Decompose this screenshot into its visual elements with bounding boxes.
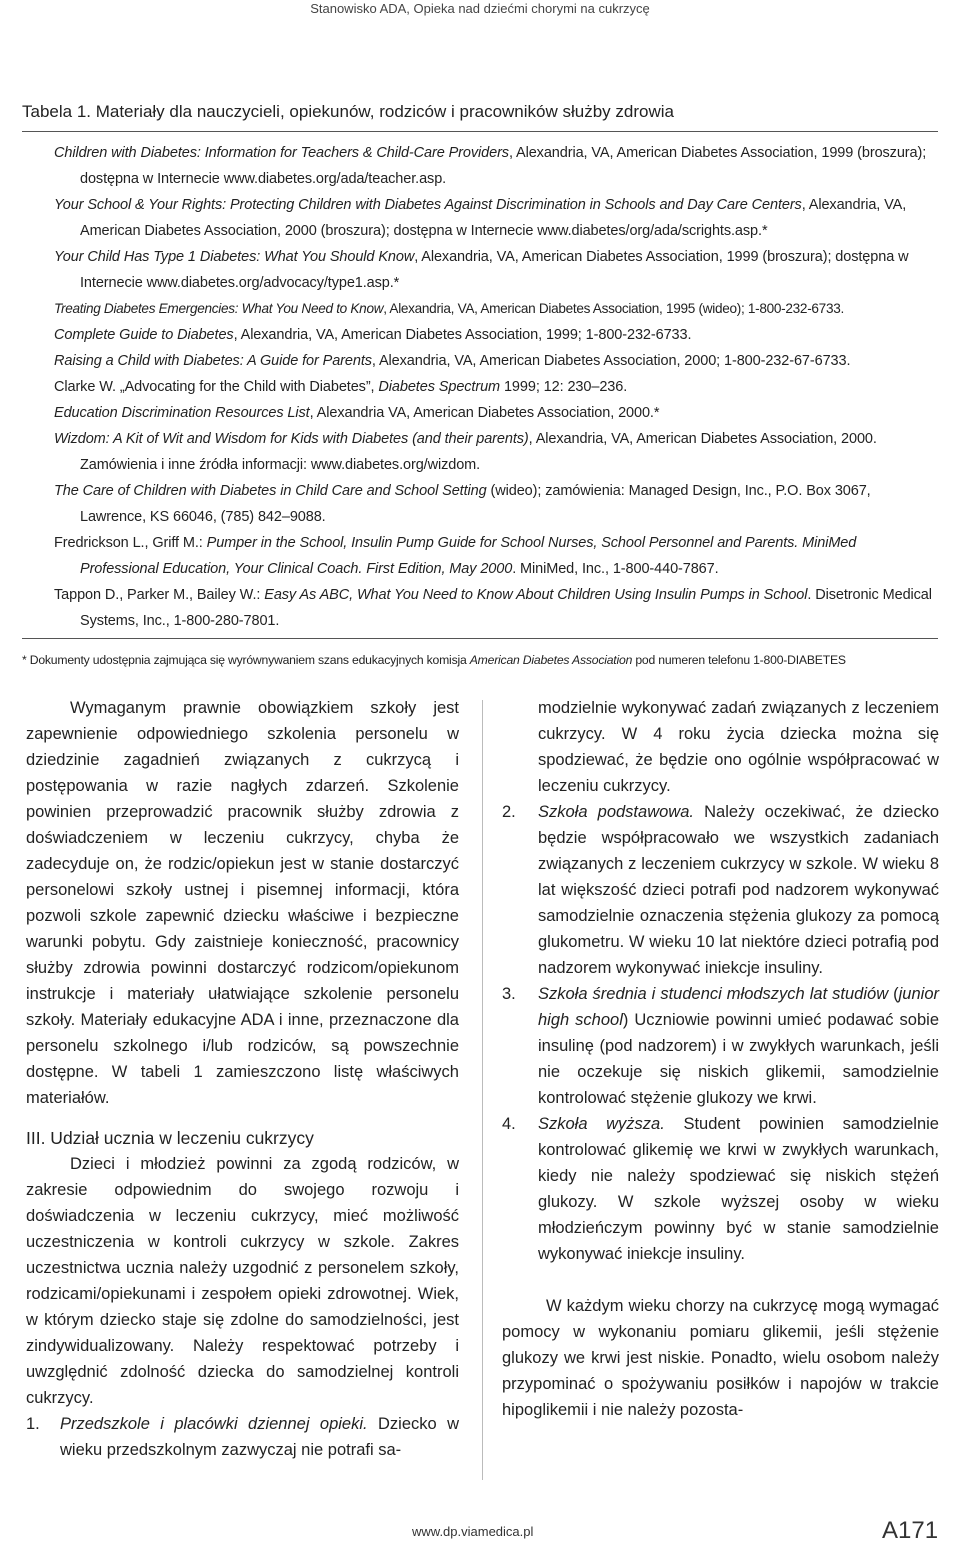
list-item-2 bbox=[502, 799, 939, 981]
running-header: Stanowisko ADA, Opieka nad dziećmi chorymi na cukrzycę bbox=[310, 1, 650, 16]
list-item-subtitle: junior high school bbox=[538, 985, 939, 1029]
table-body bbox=[22, 140, 938, 634]
list-item-text: Dziecko w wieku przedszkolnym zazwyczaj nie potrafi sa- bbox=[60, 1415, 459, 1459]
table-entry-9: Wizdom: A Kit of Wit and Wisdom for Kids with Diabetes (and their parents), Alexandria, VA, American Diabetes Association, 2000. Zamówienia i inne źródła informacji: www.diabetes.org/wizdom. bbox=[54, 431, 877, 473]
table-entry-6: Raising a Child with Diabetes: A Guide for Parents, Alexandria, VA, American Diabetes Association, 2000; 1-800-232-67-6733. bbox=[54, 353, 851, 369]
table-top-rule bbox=[22, 131, 938, 132]
table-entry-11: Fredrickson L., Griff M.: Pumper in the School, Insulin Pump Guide for School Nurses, School Personnel and Parents. MiniMed Professional Education, Your Clinical Coach. First Edition, May 2000. MiniMed, Inc., 1-800-440-7867. bbox=[54, 535, 857, 577]
table-entry-1: Children with Diabetes: Information for Teachers & Child-Care Providers, Alexandria, VA, American Diabetes Association, 1999 (broszura); dostępna w Internecie www.diabetes.org/ada/teacher.asp. bbox=[54, 145, 927, 187]
list-item-title: Szkoła wyższa. bbox=[538, 1115, 665, 1133]
body-paragraph: Dzieci i młodzież powinni za zgodą rodziców, w zakresie odpowiednim do swojego rozwoju i doświadczenia w leczeniu cukrzycy, mieć możliwość uczestniczenia w kontroli cukrzycy w szkole. Zakres uczestnictwa ucznia należy uzgodnić z personelem szkoły, rodzicami/opiekunami i zespołem opieki zdrowotnej. Wiek, w którym dziecko staje się zdolne do samodzielności, jest zindywidualizowany. Należy respektować potrzeby i uwzględnić zdolność dziecka do samodzielnej kontroli cukrzycy. bbox=[26, 1155, 459, 1407]
table-footnote: * Dokumenty udostępnia zajmująca się wyrównywaniem szans edukacyjnych komisja American Diabetes Association pod numeren telefonu 1-800-DIABETES bbox=[22, 653, 846, 667]
table-title: Tabela 1. Materiały dla nauczycieli, opiekunów, rodziców i pracowników służby zdrowia bbox=[22, 102, 674, 121]
list-number: 2. bbox=[502, 803, 516, 821]
table-bottom-rule bbox=[22, 638, 938, 639]
left-column bbox=[26, 695, 459, 1463]
footer-url-link[interactable]: www.dp.viamedica.pl bbox=[412, 1524, 534, 1539]
table-entry-2: Your School & Your Rights: Protecting Children with Diabetes Against Discrimination in Schools and Day Care Centers, Alexandria, VA, American Diabetes Association, 2000 (broszura); dostępna w Internecie www.diabetes/org/ada/scrights.asp.* bbox=[54, 197, 907, 239]
table-entry-12: Tappon D., Parker M., Bailey W.: Easy As ABC, What You Need to Know About Children Using Insulin Pumps in School. Disetronic Medical Systems, Inc., 1-800-280-7801. bbox=[54, 587, 932, 629]
list-item-text: Uczniowie powinni umieć podawać sobie insulinę (pod nadzorem) i w zwykłych warunkach, jeśli nie oczekuje się niskich glikemii, samodzielnie kontrolować stężenie glukozy we krwi. bbox=[538, 1011, 939, 1107]
list-item-title: Szkoła średnia i studenci młodszych lat studiów bbox=[538, 985, 889, 1003]
list-number: 4. bbox=[502, 1115, 516, 1133]
list-number: 3. bbox=[502, 985, 516, 1003]
list-item-4 bbox=[502, 1111, 939, 1267]
section-heading: III. Udział ucznia w leczeniu cukrzycy bbox=[26, 1128, 314, 1148]
body-paragraph: W każdym wieku chorzy na cukrzycę mogą wymagać pomocy w wykonaniu pomiaru glikemii, jeśli stężenie glukozy we krwi jest niskie. Ponadto, wielu osobom należy przypominać o spożywaniu posiłków i napojów w trakcie hipoglikemii i nie należy pozosta- bbox=[502, 1297, 939, 1419]
list-item-text: Należy oczekiwać, że dziecko będzie współpracowało we wszystkich zadaniach związanych z leczeniem cukrzycy w szkole. W wieku 8 lat większość dzieci potrafi pod nadzorem wykonywać samodzielnie oznaczenia stężenia glukozy za pomocą glukometru. W wieku 10 lat niektóre dzieci potrafią pod nadzorem wykonywać iniekcje insuliny. bbox=[538, 803, 939, 977]
continuation-text: modzielnie wykonywać zadań związanych z leczeniem cukrzycy. W 4 roku życia dziecka można się spodziewać, że będzie ono ogólnie współpracować w leczeniu cukrzycy. bbox=[538, 699, 939, 795]
list-number: 1. bbox=[26, 1415, 40, 1433]
list-item-1 bbox=[26, 1411, 459, 1463]
body-paragraph: Wymaganym prawnie obowiązkiem szkoły jest zapewnienie odpowiedniego szkolenia personelu w dziedzinie zagadnień związanych z cukrzycą i postępowania w razie nagłych zdarzeń. Szkolenie powinien przeprowadzić pracownik służby zdrowia z doświadczeniem w leczeniu cukrzycy, chyba że zadecyduje on, że rodzic/opiekun jest w stanie dostarczyć personelowi szkoły ustnej i pisemnej informacji, która pozwoli szkole zapewnić dziecku właściwe i bezpieczne warunki pobytu. Gdy zaistnieje konieczność, pracownicy służby zdrowia powinni dostarczyć rodzicom/opiekunom instrukcje i materiały ułatwiające szkolenie personelu szkoły. Materiały edukacyjne ADA i inne, przeznaczone dla personelu szkolnego i/lub rodziców, są powszechnie dostępne. W tabeli 1 zamieszczono listę właściwych materiałów. bbox=[26, 699, 459, 1107]
right-column bbox=[502, 695, 939, 1423]
list-item-3: 3. Szkoła średnia i studenci młodszych lat studiów (junior high school) Uczniowie powinni umieć podawać sobie insulinę (pod nadzorem) i w zwykłych warunkach, jeśli nie oczekuje się niskich glikemii, samodzielnie kontrolować stężenie glukozy we krwi. bbox=[502, 981, 939, 1111]
table-entry-7: Clarke W. „Advocating for the Child with Diabetes”, Diabetes Spectrum 1999; 12: 230–236. bbox=[54, 379, 628, 395]
table-entry-5: Complete Guide to Diabetes, Alexandria, VA, American Diabetes Association, 1999; 1-800-232-6733. bbox=[54, 327, 692, 343]
table-entry-8: Education Discrimination Resources List, Alexandria VA, American Diabetes Association, 2000.* bbox=[54, 405, 660, 421]
table-entry-4: Treating Diabetes Emergencies: What You Need to Know, Alexandria, VA, American Diabetes Association, 1995 (wideo); 1-800-232-6733. bbox=[54, 301, 844, 316]
table-entry-3: Your Child Has Type 1 Diabetes: What You Should Know, Alexandria, VA, American Diabetes Association, 1999 (broszura); dostępna w Internecie www.diabetes.org/advocacy/type1.asp.* bbox=[54, 249, 909, 291]
page-number: A171 bbox=[882, 1517, 939, 1544]
list-item-title: Szkoła podstawowa. bbox=[538, 803, 694, 821]
list-item-text: Student powinien samodzielnie kontrolować glikemię we krwi w zwykłych warunkach, kiedy nie należy spodziewać się niskich stężeń glukozy. W szkole wyższej osoby w wieku młodzieńczym powinny być w stanie samodzielnie wykonywać iniekcje insuliny. bbox=[538, 1115, 939, 1263]
column-divider bbox=[482, 700, 483, 1480]
list-item-title: Przedszkole i placówki dziennej opieki. bbox=[60, 1415, 368, 1433]
table-entry-10: The Care of Children with Diabetes in Child Care and School Setting (wideo); zamówienia: Managed Design, Inc., P.O. Box 3067, Lawrence, KS 66046, (785) 842–9088. bbox=[54, 483, 871, 525]
